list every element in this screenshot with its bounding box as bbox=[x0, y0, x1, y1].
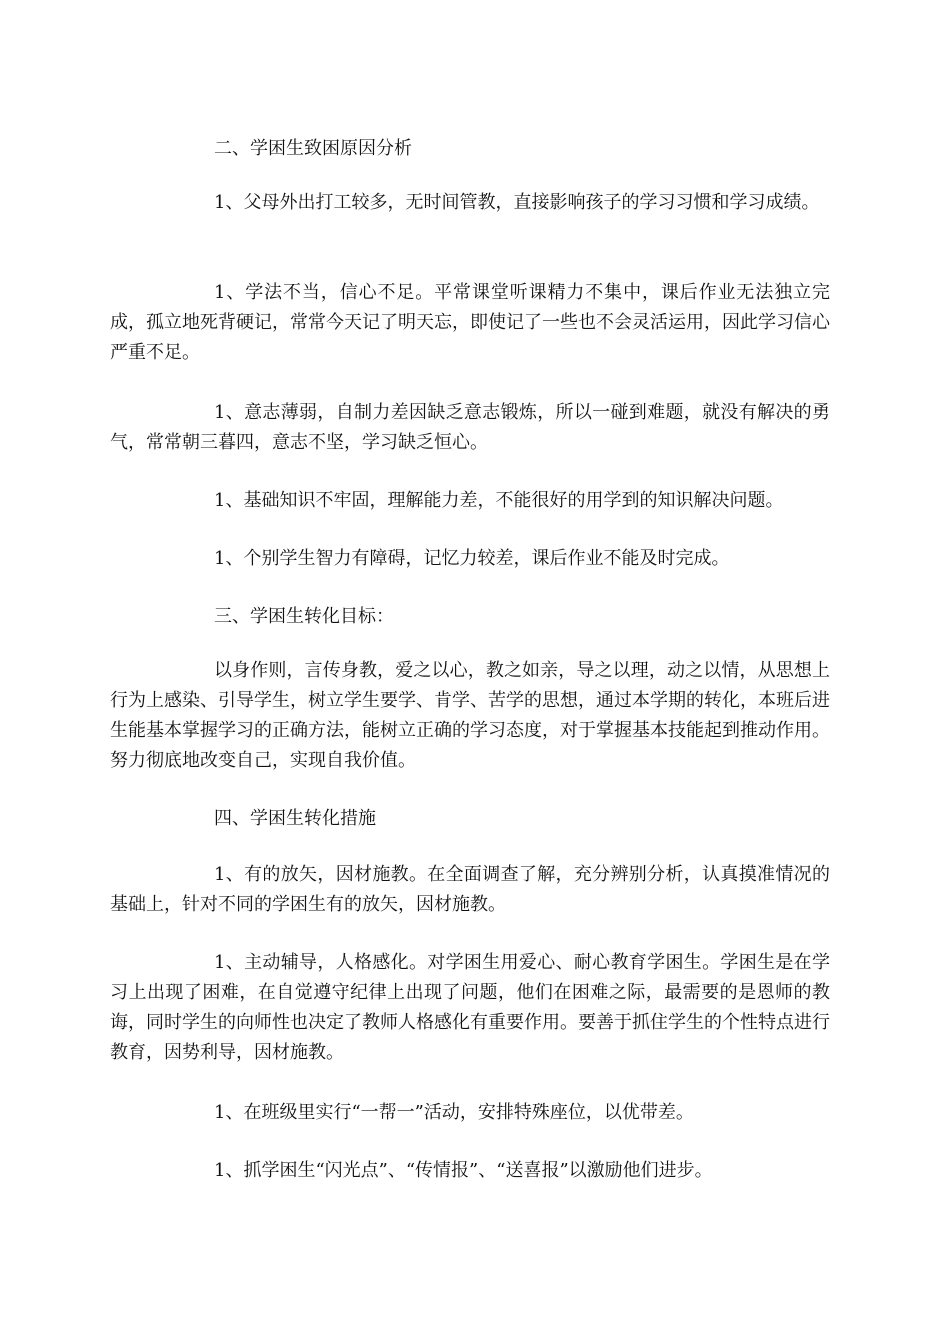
paragraph-cause-parents: 1、父母外出打工较多，无时间管教，直接影响孩子的学习习惯和学习成绩。 bbox=[214, 192, 820, 213]
paragraph-cause-memory: 1、个别学生智力有障碍，记忆力较差，课后作业不能及时完成。 bbox=[214, 548, 730, 569]
section-heading-causes: 二、学困生致困原因分析 bbox=[214, 138, 412, 159]
paragraph-cause-foundation: 1、基础知识不牢固，理解能力差，不能很好的用学到的知识解决问题。 bbox=[214, 490, 784, 511]
paragraph-measure-pairing: 1、在班级里实行“一帮一”活动，安排特殊座位，以优带差。 bbox=[214, 1102, 694, 1123]
section-heading-measures: 四、学困生转化措施 bbox=[214, 808, 376, 829]
paragraph-measure-encourage: 1、抓学困生“闪光点”、“传情报”、“送喜报”以激励他们进步。 bbox=[214, 1160, 713, 1181]
paragraph-goals: 以身作则，言传身教，爱之以心，教之如亲，导之以理，动之以情，从思想上行为上感染、引导学生，树立学生要学、肯学、苦学的思想，通过本学期的转化，本班后进生能基本掌握学习的正确方法，能树立正确的学习态度，对于掌握基本技能起到推动作用。努力彻底地改变自己，实现自我价值。 bbox=[110, 660, 830, 771]
section-heading-goals: 三、学困生转化目标： bbox=[214, 606, 394, 627]
paragraph-cause-method: 1、学法不当，信心不足。平常课堂听课精力不集中，课后作业无法独立完成，孤立地死背硬记，常常今天记了明天忘，即使记了一些也不会灵活运用，因此学习信心严重不足。 bbox=[110, 282, 830, 363]
paragraph-cause-willpower: 1、意志薄弱，自制力差因缺乏意志锻炼，所以一碰到难题，就没有解决的勇气，常常朝三暮四，意志不坚，学习缺乏恒心。 bbox=[110, 402, 830, 453]
paragraph-measure-targeted: 1、有的放矢，因材施教。在全面调查了解，充分辨别分析，认真摸准情况的基础上，针对不同的学困生有的放矢，因材施教。 bbox=[110, 864, 830, 915]
paragraph-measure-guidance: 1、主动辅导，人格感化。对学困生用爱心、耐心教育学困生。学困生是在学习上出现了困难，在自觉遵守纪律上出现了问题，他们在困难之际，最需要的是恩师的教诲，同时学生的向师性也决定了教师人格感化有重要作用。要善于抓住学生的个性特点进行教育，因势利导，因材施教。 bbox=[110, 952, 830, 1063]
